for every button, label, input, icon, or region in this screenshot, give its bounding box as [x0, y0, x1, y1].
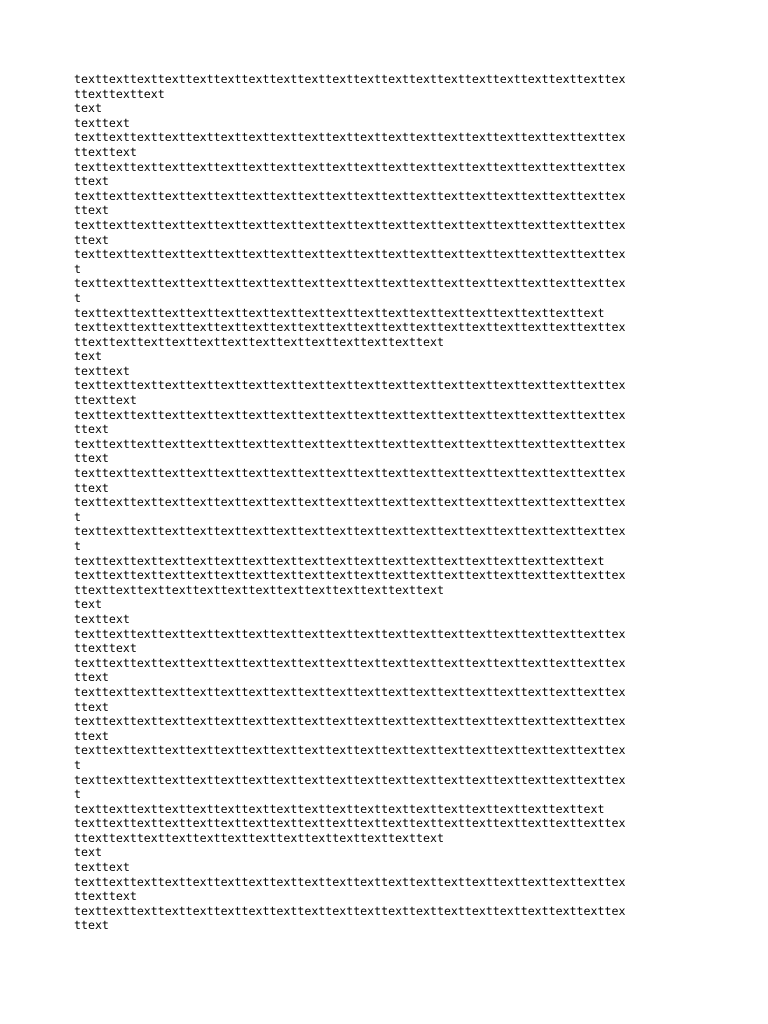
text-line: texttext [74, 363, 130, 378]
text-line: ttext [74, 699, 109, 714]
text-line: ttext [74, 451, 109, 466]
text-line: texttexttexttexttexttexttexttexttexttexttexttexttexttexttexttexttexttexttexttex [74, 772, 626, 787]
text-line: texttexttexttexttexttexttexttexttexttexttexttexttexttexttexttexttexttexttexttex [74, 407, 626, 422]
text-line: texttexttexttexttexttexttexttexttexttexttexttexttexttexttexttexttexttexttexttex [74, 655, 626, 670]
text-line: texttexttexttexttexttexttexttexttexttexttexttexttexttexttexttexttexttexttexttex [74, 276, 626, 291]
text-line: texttexttexttexttexttexttexttexttexttexttexttexttexttexttexttexttexttexttexttex [74, 524, 626, 539]
text-line: texttexttexttexttexttexttexttexttexttexttexttexttexttexttexttexttexttexttexttex [74, 247, 626, 262]
text-line: texttext [74, 860, 130, 875]
text-line: ttext [74, 422, 109, 437]
text-line: text [74, 101, 102, 116]
text-line: texttexttexttexttexttexttexttexttexttexttexttexttexttexttexttexttexttexttexttex [74, 874, 626, 889]
document-body [74, 72, 714, 933]
text-line: texttexttexttexttexttexttexttexttexttexttexttexttexttexttexttexttexttexttext [74, 553, 605, 568]
text-line: t [74, 539, 81, 553]
text-line: texttexttexttexttexttexttexttexttexttexttexttexttexttexttexttexttexttexttexttex [74, 466, 626, 481]
text-line: ttext [74, 232, 109, 247]
text-line: t [74, 757, 81, 772]
text-line: texttexttexttexttexttexttexttexttexttexttexttexttexttexttexttexttexttexttexttex [74, 684, 626, 699]
text-line: t [74, 290, 81, 305]
text-line: texttexttexttexttexttexttexttexttexttexttexttexttexttexttexttexttexttexttext [74, 801, 605, 816]
text-line: texttexttexttexttexttexttexttexttexttexttexttexttexttexttexttexttexttexttexttex [74, 816, 626, 831]
text-line: ttexttexttexttexttexttexttexttexttexttexttexttexttext [74, 334, 444, 349]
text-line: ttexttext [74, 393, 137, 408]
text-line: texttexttexttexttexttexttexttexttexttexttexttexttexttexttexttexttexttexttexttex [74, 217, 626, 232]
text-line: texttexttexttexttexttexttexttexttexttexttexttexttexttexttexttexttexttexttexttex [74, 436, 626, 451]
text-line: ttext [74, 728, 109, 743]
text-line: texttexttexttexttexttexttexttexttexttexttexttexttexttexttexttexttexttexttexttex [74, 188, 626, 203]
text-line: t [74, 509, 81, 524]
text-line: texttexttexttexttexttexttexttexttexttexttexttexttexttexttexttexttexttexttexttex [74, 130, 626, 145]
text-line: ttext [74, 918, 109, 933]
text-line: ttexttexttexttexttexttexttexttexttexttexttexttexttext [74, 582, 444, 597]
text-line: t [74, 261, 81, 276]
text-line: texttexttexttexttexttexttexttexttexttexttexttexttexttexttexttexttexttexttexttex [74, 626, 626, 641]
text-line: text [74, 845, 102, 860]
text-line: texttexttexttexttexttexttexttexttexttexttexttexttexttexttexttexttexttexttext [74, 305, 605, 320]
text-line: texttext [74, 115, 130, 130]
text-line: texttexttexttexttexttexttexttexttexttexttexttexttexttexttexttexttexttexttexttex [74, 72, 626, 86]
text-line: texttext [74, 611, 130, 626]
text-line: ttexttext [74, 641, 137, 656]
text-line: ttext [74, 480, 109, 495]
text-line: texttexttexttexttexttexttexttexttexttexttexttexttexttexttexttexttexttexttexttex [74, 378, 626, 393]
text-line: texttexttexttexttexttexttexttexttexttexttexttexttexttexttexttexttexttexttexttex [74, 159, 626, 174]
text-line: ttexttexttexttexttexttexttexttexttexttexttexttexttext [74, 830, 444, 845]
text-line: ttexttext [74, 889, 137, 904]
text-line: text [74, 349, 102, 364]
text-line: ttext [74, 670, 109, 685]
text-line: texttexttexttexttexttexttexttexttexttexttexttexttexttexttexttexttexttexttexttex [74, 903, 626, 918]
text-line: texttexttexttexttexttexttexttexttexttexttexttexttexttexttexttexttexttexttexttex [74, 320, 626, 335]
text-line: ttexttexttext [74, 86, 165, 101]
text-line: texttexttexttexttexttexttexttexttexttexttexttexttexttexttexttexttexttexttexttex [74, 714, 626, 729]
text-line: texttexttexttexttexttexttexttexttexttexttexttexttexttexttexttexttexttexttexttex [74, 568, 626, 583]
text-line: texttexttexttexttexttexttexttexttexttexttexttexttexttexttexttexttexttexttexttex [74, 495, 626, 510]
text-line: ttexttext [74, 144, 137, 159]
text-line: ttext [74, 203, 109, 218]
text-line: ttext [74, 174, 109, 189]
text-line: texttexttexttexttexttexttexttexttexttexttexttexttexttexttexttexttexttexttexttex [74, 743, 626, 758]
text-line: text [74, 597, 102, 612]
text-line: t [74, 787, 81, 802]
